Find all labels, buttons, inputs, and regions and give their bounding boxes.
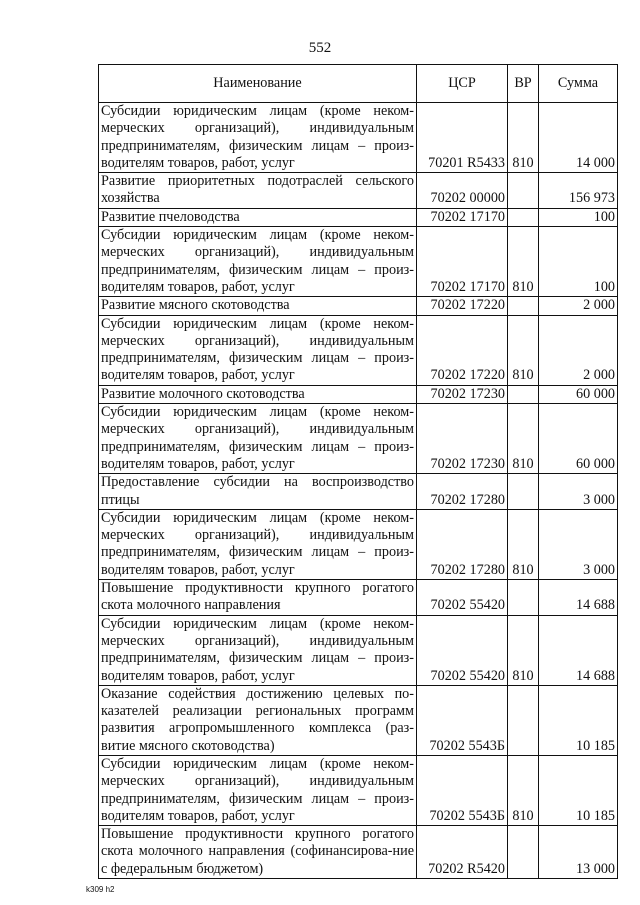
row-vr-cell: 810 — [508, 509, 539, 579]
row-name-cell: Повышение продуктивности крупного рогатого скота молочного направления — [99, 580, 417, 616]
table-row — [99, 404, 618, 474]
table-row — [99, 173, 618, 209]
footer-code: k309 h2 — [86, 885, 115, 894]
row-name-cell: Предоставление субсидии на воспроизводство птицы — [99, 474, 417, 510]
header-name: Наименование — [99, 65, 417, 103]
table-row — [99, 615, 618, 685]
row-vr-cell — [508, 173, 539, 209]
row-csr-cell: 70201 R5433 — [417, 103, 508, 173]
row-vr-cell: 810 — [508, 404, 539, 474]
row-vr-cell — [508, 685, 539, 755]
row-sum-cell: 100 — [539, 227, 618, 297]
row-csr-cell: 70202 00000 — [417, 173, 508, 209]
row-vr-cell — [508, 580, 539, 616]
row-sum-cell: 60 000 — [539, 404, 618, 474]
table-row — [99, 227, 618, 297]
row-name-cell: Оказание содействия достижению целевых по-казателей реализации региональных программ развития агропромышленного комплекса (раз-витие мясного скотоводства) — [99, 685, 417, 755]
row-sum-cell: 156 973 — [539, 173, 618, 209]
table-row — [99, 103, 618, 173]
table-row — [99, 509, 618, 579]
table-header-row — [99, 65, 618, 103]
row-name-cell: Развитие пчеловодства — [99, 208, 417, 226]
row-vr-cell — [508, 208, 539, 226]
row-name-cell: Субсидии юридическим лицам (кроме неком-мерческих организаций), индивидуальным предпринимателям, физическим лицам – произ-водителям товаров, работ, услуг — [99, 509, 417, 579]
table-row — [99, 685, 618, 755]
row-vr-cell — [508, 474, 539, 510]
row-name-cell: Субсидии юридическим лицам (кроме неком-мерческих организаций), индивидуальным предпринимателям, физическим лицам – произ-водителям товаров, работ, услуг — [99, 227, 417, 297]
row-csr-cell: 70202 17170 — [417, 208, 508, 226]
row-name-cell: Субсидии юридическим лицам (кроме неком-мерческих организаций), индивидуальным предпринимателям, физическим лицам – произ-водителям товаров, работ, услуг — [99, 615, 417, 685]
table-row — [99, 208, 618, 226]
row-sum-cell: 60 000 — [539, 385, 618, 403]
table-row — [99, 474, 618, 510]
row-csr-cell: 70202 17170 — [417, 227, 508, 297]
row-sum-cell: 3 000 — [539, 474, 618, 510]
table-row — [99, 580, 618, 616]
row-csr-cell: 70202 R5420 — [417, 826, 508, 879]
row-vr-cell: 810 — [508, 755, 539, 825]
row-csr-cell: 70202 17230 — [417, 385, 508, 403]
row-name-cell: Развитие молочного скотоводства — [99, 385, 417, 403]
page-number: 552 — [308, 40, 332, 56]
row-csr-cell: 70202 55420 — [417, 615, 508, 685]
row-vr-cell: 810 — [508, 103, 539, 173]
row-name-cell: Субсидии юридическим лицам (кроме неком-мерческих организаций), индивидуальным предпринимателям, физическим лицам – произ-водителям товаров, работ, услуг — [99, 404, 417, 474]
row-sum-cell: 14 000 — [539, 103, 618, 173]
row-vr-cell: 810 — [508, 227, 539, 297]
header-sum: Сумма — [539, 65, 618, 103]
row-name-cell: Повышение продуктивности крупного рогатого скота молочного направления (софинансирова-ние с федеральным бюджетом) — [99, 826, 417, 879]
header-vr: ВР — [508, 65, 539, 103]
row-vr-cell — [508, 297, 539, 315]
row-csr-cell: 70202 17280 — [417, 474, 508, 510]
row-sum-cell: 10 185 — [539, 755, 618, 825]
row-vr-cell: 810 — [508, 615, 539, 685]
row-csr-cell: 70202 5543Б — [417, 755, 508, 825]
row-csr-cell: 70202 17230 — [417, 404, 508, 474]
row-csr-cell: 70202 55420 — [417, 580, 508, 616]
row-sum-cell: 14 688 — [539, 580, 618, 616]
row-sum-cell: 13 000 — [539, 826, 618, 879]
table-row — [99, 826, 618, 879]
row-sum-cell: 10 185 — [539, 685, 618, 755]
table-row — [99, 297, 618, 315]
row-sum-cell: 2 000 — [539, 297, 618, 315]
row-vr-cell: 810 — [508, 315, 539, 385]
row-sum-cell: 2 000 — [539, 315, 618, 385]
budget-table — [98, 64, 618, 879]
row-name-cell: Развитие мясного скотоводства — [99, 297, 417, 315]
header-csr: ЦСР — [417, 65, 508, 103]
row-vr-cell — [508, 385, 539, 403]
row-vr-cell — [508, 826, 539, 879]
row-csr-cell: 70202 5543Б — [417, 685, 508, 755]
row-name-cell: Субсидии юридическим лицам (кроме неком-мерческих организаций), индивидуальным предпринимателям, физическим лицам – произ-водителям товаров, работ, услуг — [99, 315, 417, 385]
row-sum-cell: 14 688 — [539, 615, 618, 685]
row-sum-cell: 100 — [539, 208, 618, 226]
row-name-cell: Субсидии юридическим лицам (кроме неком-мерческих организаций), индивидуальным предпринимателям, физическим лицам – произ-водителям товаров, работ, услуг — [99, 755, 417, 825]
row-csr-cell: 70202 17220 — [417, 297, 508, 315]
row-csr-cell: 70202 17220 — [417, 315, 508, 385]
row-name-cell: Субсидии юридическим лицам (кроме неком-мерческих организаций), индивидуальным предпринимателям, физическим лицам – произ-водителям товаров, работ, услуг — [99, 103, 417, 173]
row-csr-cell: 70202 17280 — [417, 509, 508, 579]
row-name-cell: Развитие приоритетных подотраслей сельского хозяйства — [99, 173, 417, 209]
table-row — [99, 755, 618, 825]
row-sum-cell: 3 000 — [539, 509, 618, 579]
table-row — [99, 315, 618, 385]
table-row — [99, 385, 618, 403]
